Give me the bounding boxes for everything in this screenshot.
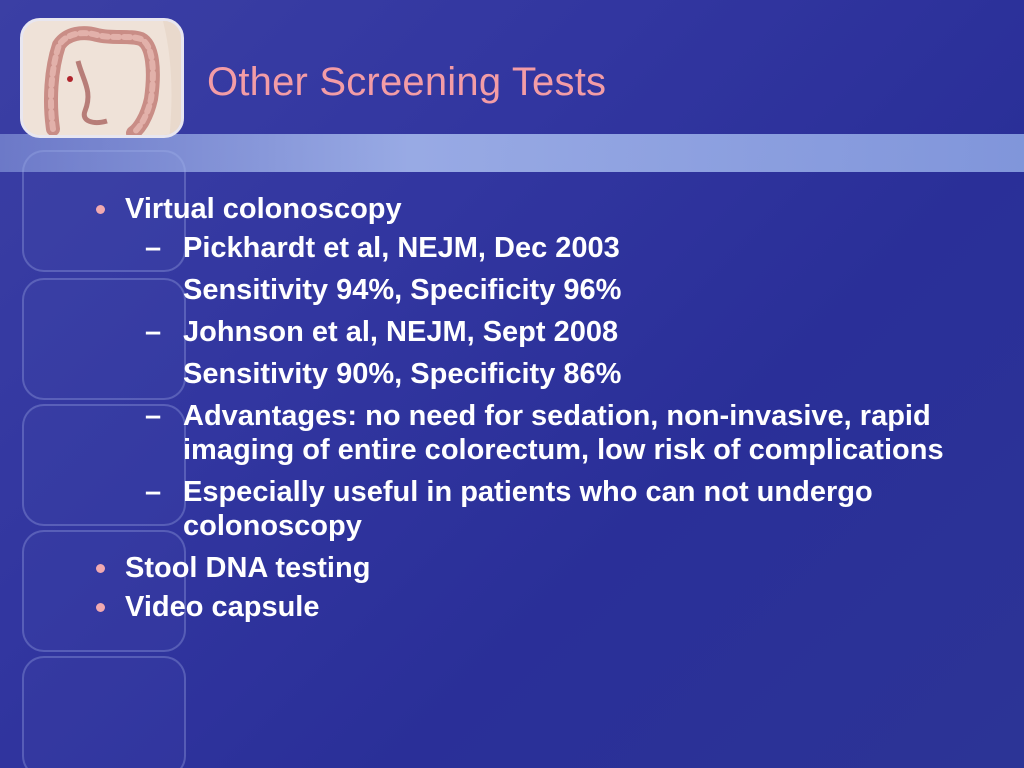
- sub-bullet-note: Sensitivity 90%, Specificity 86%: [183, 358, 622, 390]
- slide-body: [92, 192, 952, 629]
- bullet-text: Virtual colonoscopy: [125, 193, 402, 225]
- bullet-text: Stool DNA testing: [125, 552, 371, 584]
- sub-bullet-text: Advantages: no need for sedation, non-invasive, rapid imaging of entire colorectum, low risk of complications: [183, 400, 944, 466]
- colon-illustration: [20, 18, 184, 138]
- sub-bullet-note: Sensitivity 94%, Specificity 96%: [183, 274, 622, 306]
- bullet-dot-icon: [96, 564, 105, 573]
- bullet-stool-dna-testing: [92, 551, 952, 585]
- bullet-video-capsule: [92, 590, 952, 624]
- slide-title: Other Screening Tests: [207, 60, 607, 104]
- sub-bullet: [92, 475, 952, 543]
- dash-icon: –: [145, 316, 162, 348]
- sub-bullet: [92, 315, 952, 349]
- sub-bullet-text: Johnson et al, NEJM, Sept 2008: [183, 316, 619, 348]
- decorative-frame: [22, 656, 186, 768]
- bullet-text: Video capsule: [125, 591, 320, 623]
- bullet-virtual-colonoscopy: [92, 192, 952, 226]
- sub-bullet: [92, 231, 952, 265]
- bullet-dot-icon: [96, 205, 105, 214]
- title-underline-band: [0, 134, 1024, 172]
- dash-icon: –: [145, 232, 162, 264]
- colon-anatomy-icon: [23, 21, 184, 138]
- bullet-dot-icon: [96, 603, 105, 612]
- sub-bullet: [92, 399, 952, 467]
- dash-icon: –: [145, 400, 162, 432]
- sub-bullet-text: Pickhardt et al, NEJM, Dec 2003: [183, 232, 620, 264]
- sub-bullet-text: Especially useful in patients who can not undergo colonoscopy: [183, 476, 873, 542]
- dash-icon: –: [145, 476, 162, 508]
